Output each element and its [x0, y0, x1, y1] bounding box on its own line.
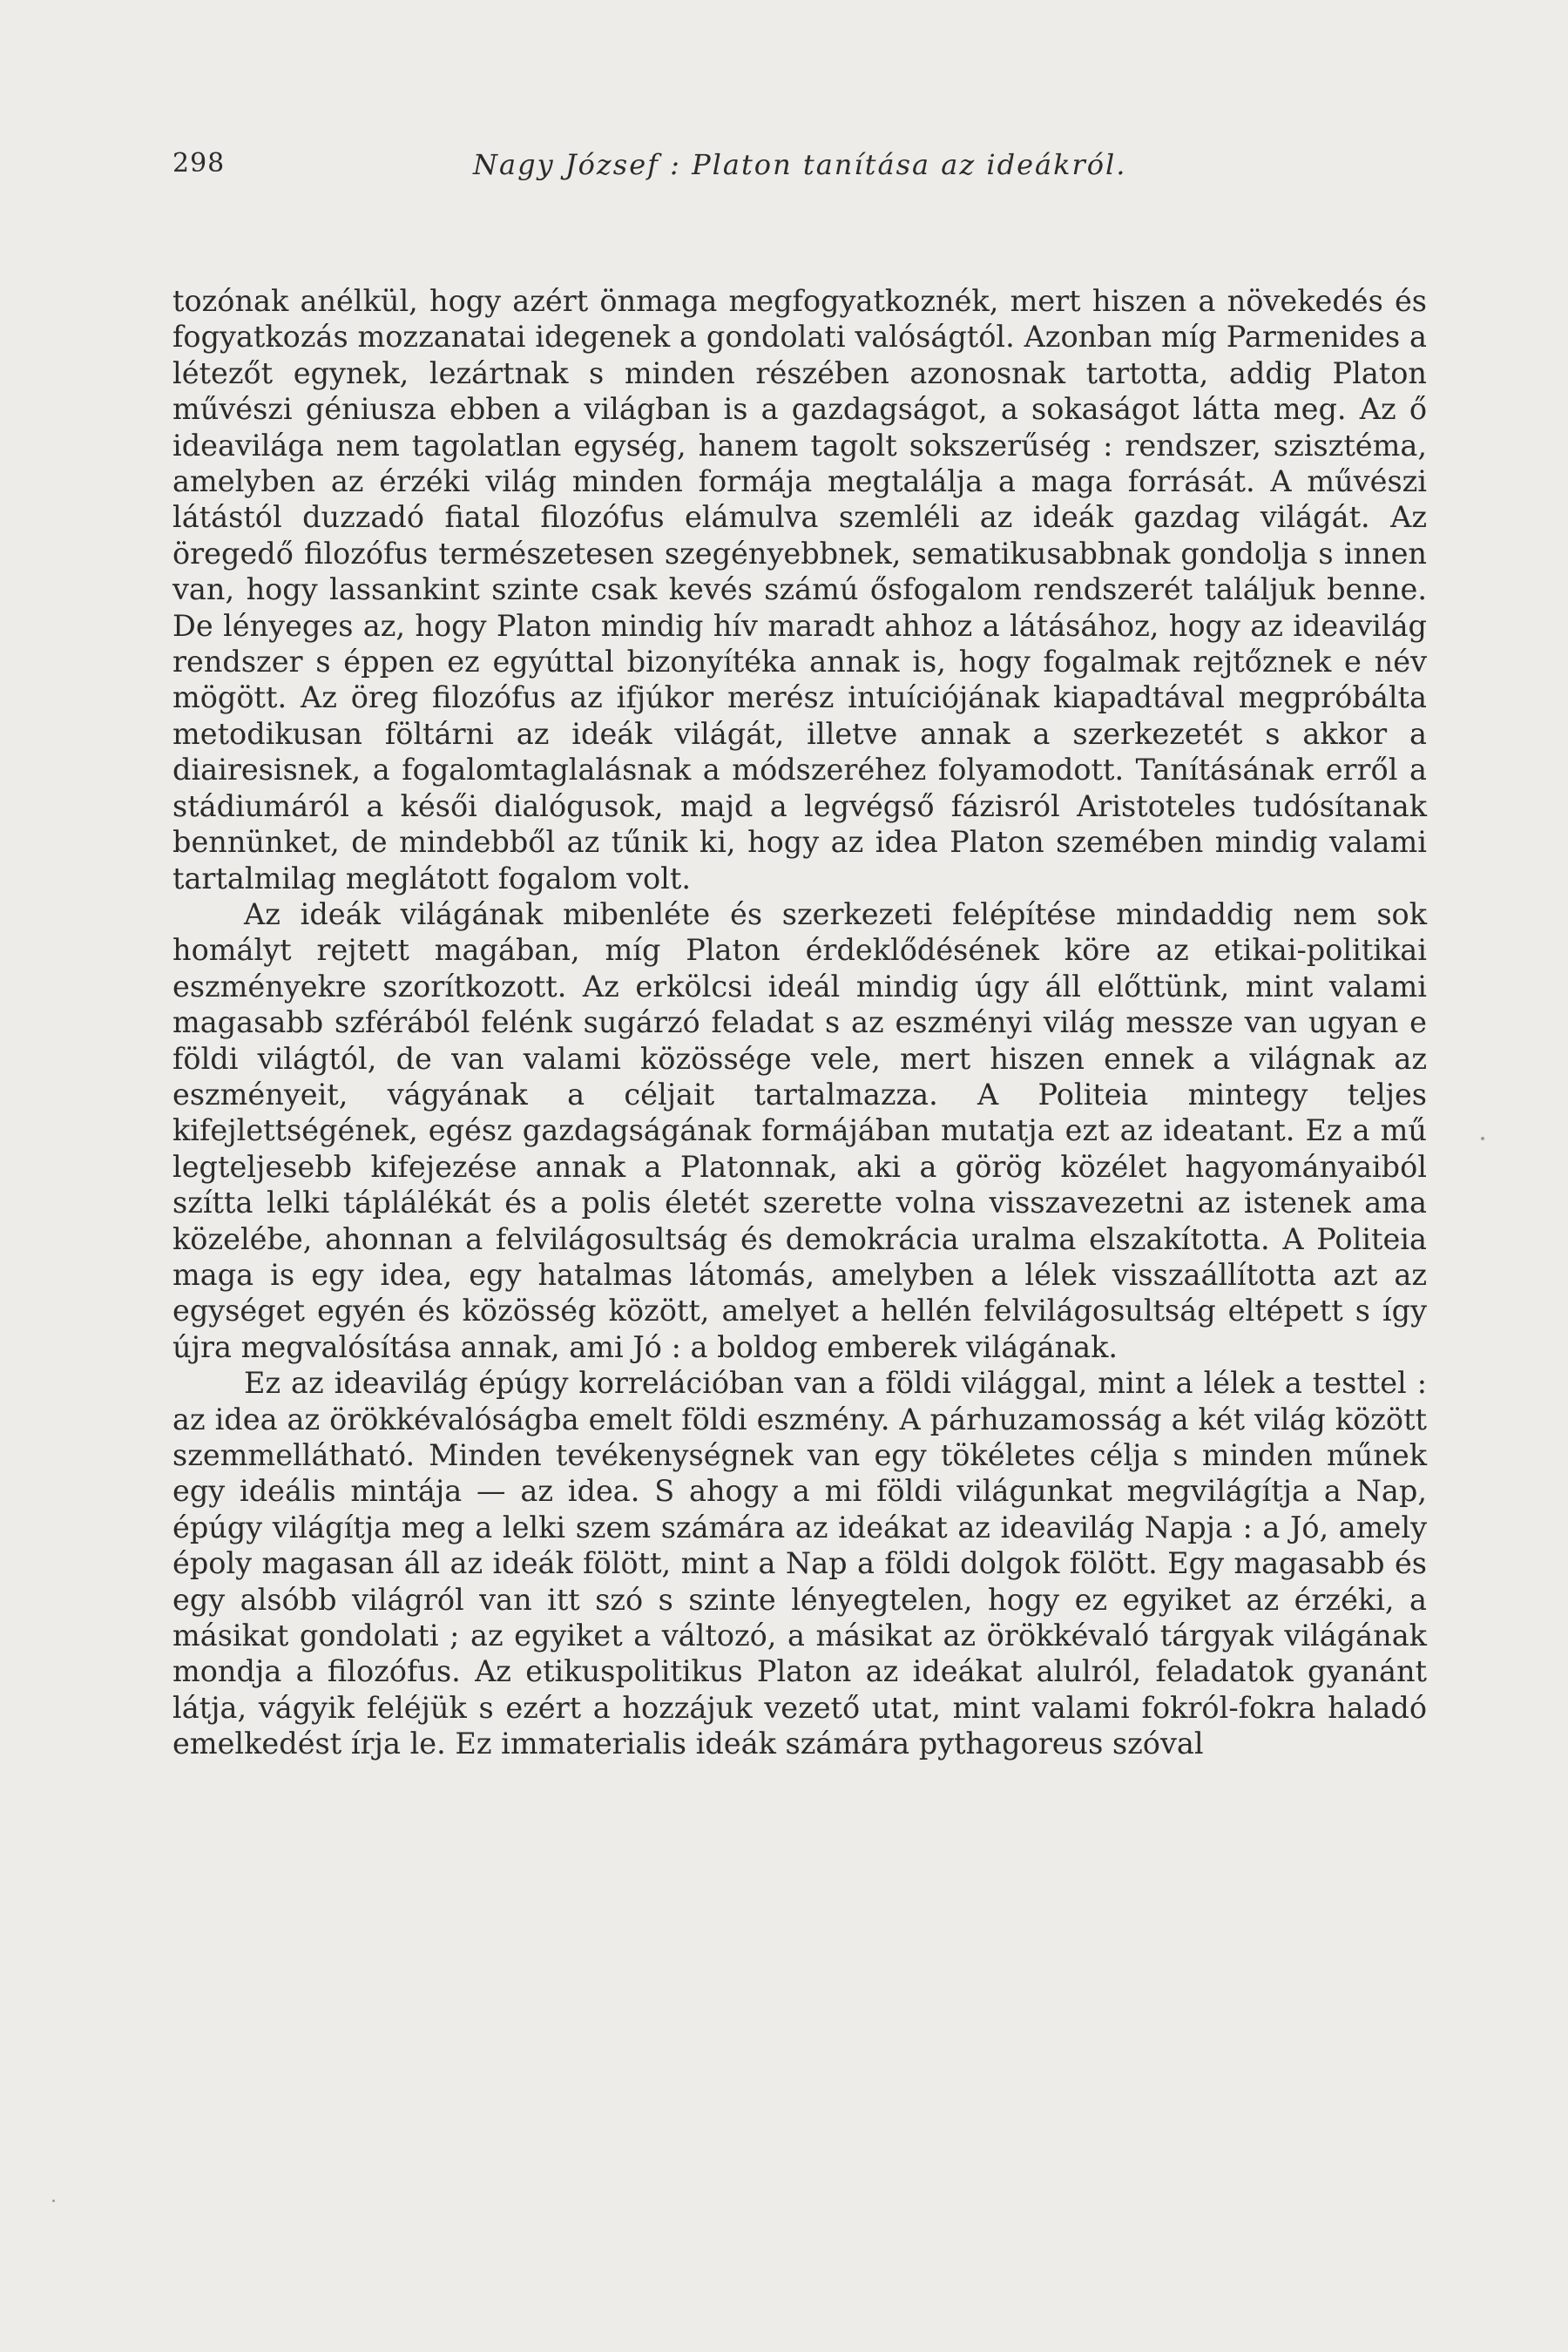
paragraph-1: tozónak anélkül, hogy azért önmaga megfogyatkoznék, mert hiszen a növekedés és fogyatkozás mozzanatai idegenek a gondolati valóságtól. Azonban míg Parmenides a létezőt egynek, lezártnak s minden részében azonosnak tartotta, addig Platon művészi géniusza ebben a világban is a gazdagságot, a sokaságot látta meg. Az ő ideavilága nem tagolatlan egység, hanem tagolt sokszerűség : rendszer, szisztéma, amelyben az érzéki világ minden formája megtalálja a maga forrását. A művészi látástól duzzadó fiatal filozófus elámulva szemléli az ideák gazdag világát. Az öregedő filozófus természetesen szegényebbnek, sematikusabbnak gondolja s innen van, hogy lassankint szinte csak kevés számú ősfogalom rendszerét találjuk benne. De lényeges az, hogy Platon mindig hív maradt ahhoz a látásához, hogy az ideavilág rendszer s éppen ez egyúttal bizonyítéka annak is, hogy fogalmak rejtőznek e név mögött. Az öreg filozófus az ifjúkor merész intuíciójának kiapadtával megpróbálta metodikusan föltárni az ideák világát, illetve annak a szerkezetét s akkor a diairesisnek, a fogalomtaglalásnak a módszeréhez folyamodott. Tanításának erről a stádiumáról a késői dialógusok, majd a legvégső fázisról Aristoteles tudósítanak bennünket, de mindebből az tűnik ki, hogy az idea Platon szemében mindig valami tartalmilag meglátott fogalom volt.	[172, 284, 1427, 896]
page-header	[172, 148, 1427, 200]
body-text	[172, 283, 1427, 1762]
paper-speck	[1481, 1137, 1484, 1140]
paper-speck	[52, 2200, 55, 2202]
paragraph-2: Az ideák világának mibenléte és szerkezeti felépítése mindaddig nem sok homályt rejtett magában, míg Platon érdeklődésének köre az etikai-politikai eszményekre szorítkozott. Az erkölcsi ideál mindig úgy áll előttünk, mint valami magasabb szférából felénk sugárzó feladat s az eszményi világ messze van ugyan e földi világtól, de van valami közössége vele, mert hiszen ennek a világnak az eszményeit, vágyának a céljait tartalmazza. A Politeia mintegy teljes kifejlettségének, egész gazdagságának formájában mutatja ezt az ideatant. Ez a mű legteljesebb kifejezése annak a Platonnak, aki a görög közélet hagyományaiból szítta lelki táplálékát és a polis életét szerette volna visszavezetni az istenek ama közelébe, ahonnan a felvilágosultság és demokrácia uralma elszakította. A Politeia maga is egy idea, egy hatalmas látomás, amelyben a lélek visszaállította azt az egységet egyén és közösség között, amelyet a hellén felvilágosultság eltépett s így újra megvalósítása annak, ami Jó : a boldog emberek világának.	[172, 896, 1427, 1364]
page-number: 298	[172, 148, 226, 179]
running-title: Nagy József : Platon tanítása az ideákról.	[473, 148, 1127, 181]
paragraph-3: Ez az ideavilág épúgy korrelációban van a földi világgal, mint a lélek a testtel : az idea az örökkévalóságba emelt földi eszmény. A párhuzamosság a két világ között szemmellátható. Minden tevékenységnek van egy tökéletes célja s minden műnek egy ideális mintája — az idea. S ahogy a mi földi világunkat megvilágítja a Nap, épúgy világítja meg a lelki szem számára az ideákat az ideavilág Napja : a Jó, amely époly magasan áll az ideák fölött, mint a Nap a földi dolgok fölött. Egy magasabb és egy alsóbb világról van itt szó s szinte lényegtelen, hogy ez egyiket az érzéki, a másikat gondolati ; az egyiket a változó, a másikat az örökkévaló tárgyak világának mondja a filozófus. Az etikuspolitikus Platon az ideákat alulról, feladatok gyanánt látja, vágyik feléjük s ezért a hozzájuk vezető utat, mint valami fokról-fokra haladó emelkedést írja le. Ez immaterialis ideák számára pythagoreus szóval	[172, 1366, 1427, 1761]
